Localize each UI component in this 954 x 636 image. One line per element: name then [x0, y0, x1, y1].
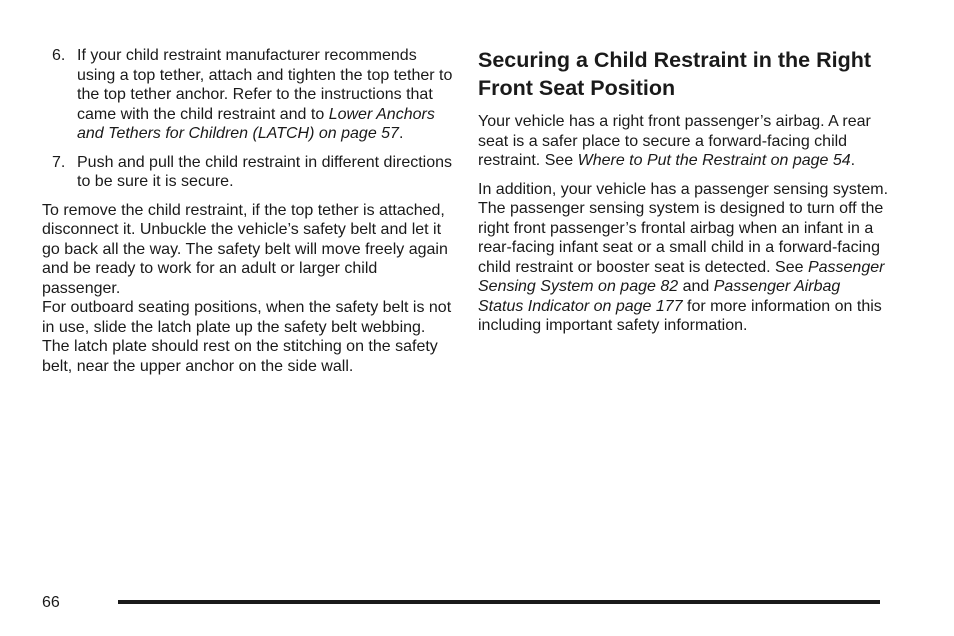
step-7	[42, 153, 454, 192]
step-6-number: 6.	[52, 47, 66, 64]
sensing-system-paragraph	[478, 180, 888, 336]
sensing-text: In addition, your vehicle has a passenger sensing system. The passenger sensing system is designed to turn off the right front passenger’s frontal airbag when an infant in a rear-facing infant seat or a small child in a forward-facing child restraint or booster seat is detected. See	[478, 180, 889, 276]
airbag-text-end: .	[850, 152, 856, 169]
sensing-text-end: for more information on this including important safety information.	[478, 297, 882, 334]
left-column	[42, 46, 454, 376]
latch-reference-link: Lower Anchors and Tethers for Children (LATCH) on page 57	[77, 105, 435, 142]
sensing-system-reference: Passenger Sensing System on page 82	[478, 258, 885, 295]
step-7-text: Push and pull the child restraint in different directions to be sure it is secure.	[77, 153, 453, 190]
footer-rule	[118, 600, 880, 604]
airbag-text: Your vehicle has a right front passenger’s airbag. A rear seat is a safer place to secure a forward-facing child restraint. See	[478, 113, 871, 169]
page-number: 66	[42, 594, 60, 611]
outboard-seating-paragraph: For outboard seating positions, when the safety belt is not in use, slide the latch plate up the safety belt webbing. The latch plate should rest on the stitching on the safety belt, near the upper anchor on the side wall.	[42, 299, 452, 375]
step-6-text: If your child restraint manufacturer recommends using a top tether, attach and tighten the top tether to the top tether anchor. Refer to the instructions that came with the child restraint and to	[77, 47, 453, 123]
sensing-text-mid: and	[678, 278, 714, 295]
section-heading: Securing a Child Restraint in the Right Front Seat Position	[478, 48, 872, 100]
where-to-put-reference: Where to Put the Restraint on page 54	[577, 152, 851, 169]
step-7-number: 7.	[52, 153, 66, 171]
airbag-paragraph	[478, 112, 888, 171]
airbag-indicator-reference: Passenger Airbag Status Indicator on page 177	[478, 278, 841, 315]
step-6	[42, 46, 454, 144]
remove-restraint-paragraph: To remove the child restraint, if the top tether is attached, disconnect it. Unbuckle the vehicle’s safety belt and let it go back all the way. The safety belt will move freely again and be ready to work for an adult or larger child passenger.	[42, 201, 448, 297]
step-6-end: .	[398, 125, 404, 142]
right-column	[478, 46, 888, 336]
